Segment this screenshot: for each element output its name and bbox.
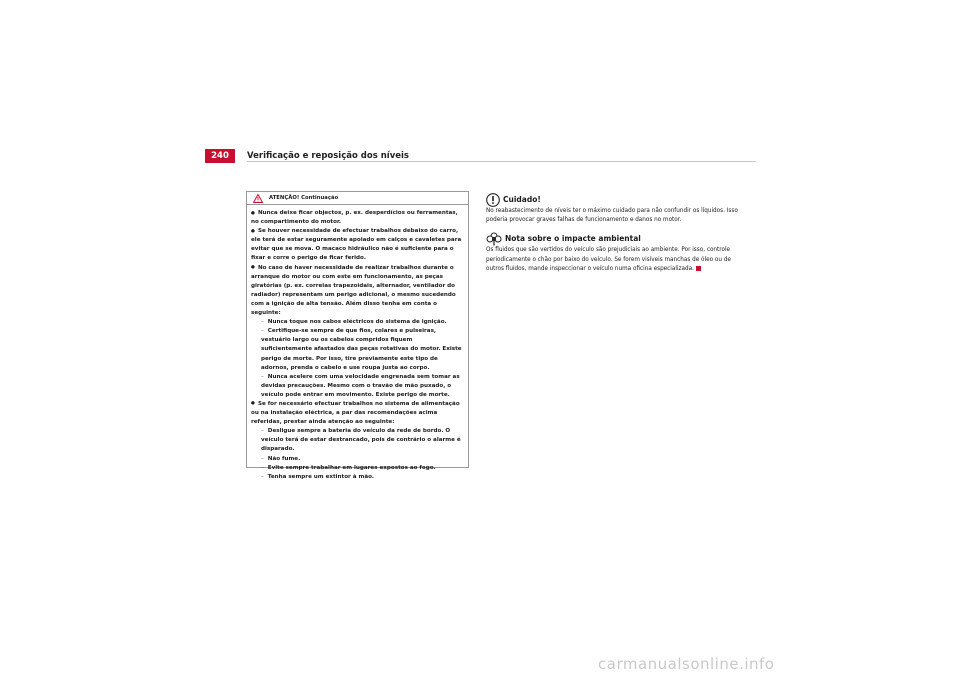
environment-text: [486, 246, 741, 274]
warning-subitem: – Certifique-se sempre de que fios, colares e pulseiras, vestuário largo ou os cabelos compridos fiquem suficientemente afastados das peças rotativas do motor. Existe perigo de morte. Por isso, tire previamente este tipo de adornos, prenda o cabelo e use roupa justa ao corpo.: [251, 327, 464, 372]
warning-subitem: – Tenha sempre um extintor à mão.: [251, 473, 464, 482]
caution-exclamation-icon: [486, 193, 500, 207]
warning-box: [246, 191, 469, 480]
page-number: 240: [205, 149, 235, 163]
environment-section: [486, 231, 741, 274]
caution-heading: Cuidado!: [503, 195, 541, 204]
warning-item: ● Nunca deixe ficar objectos, p. ex. desperdícios ou ferramentas, no compartimento do motor.: [251, 209, 464, 227]
caution-text: No reabastecimento de níveis ter o máximo cuidado para não confundir os líquidos. Isso poderia provocar graves falhas de funcionamento e danos no motor.: [486, 208, 738, 224]
caution-section: [486, 192, 741, 225]
warning-body: [251, 209, 464, 482]
warning-subitem: – Desligue sempre a bateria do veículo da rede de bordo. O veículo terá de estar destrancado, pois de contrário o alarme é disparado.: [251, 427, 464, 454]
warning-heading: ATENÇÃO! Continuação: [269, 195, 339, 201]
watermark: carmanualsonline.info: [598, 655, 775, 673]
environment-heading: Nota sobre o impacte ambiental: [505, 234, 641, 244]
section-end-marker: [696, 266, 701, 271]
warning-subitem: – Nunca toque nos cabos eléctricos do sistema de ignição.: [251, 318, 464, 327]
warning-heading-bar: [247, 192, 468, 205]
warning-subitem: – Nunca acelere com uma velocidade engrenada sem tomar as devidas precauções. Mesmo com o travão de mão puxado, o veículo pode entrar em movimento. Existe perigo de morte.: [251, 373, 464, 400]
warning-subitem: – Não fume.: [251, 455, 464, 464]
warning-item: ● Se for necessário efectuar trabalhos no sistema de alimentação ou na instalação eléctrica, a par das recomendações acima referidas, prestar ainda atenção ao seguinte:: [251, 400, 464, 427]
warning-triangle-icon: [253, 194, 263, 203]
header-divider: [247, 161, 756, 162]
environment-flower-icon: [486, 232, 502, 246]
right-column: [486, 192, 741, 274]
warning-item: ● No caso de haver necessidade de realizar trabalhos durante o arranque do motor ou com este em funcionamento, as peças giratórias (p. ex. correias trapezoidais, alternador, ventilador do radiador) representam um perigo adicional, o mesmo sucedendo com a ignição de alta tensão. Além disso tenha em conta o seguinte:: [251, 264, 464, 319]
warning-subitem: – Evite sempre trabalhar em lugares expostos ao fogo.: [251, 464, 464, 473]
warning-item: ● Se houver necessidade de efectuar trabalhos debaixo do carro, ele terá de estar seguramente apoiado em calços e cavaletes para evitar que se mova. O macaco hidráulico não é suficiente para o fixar e corre o perigo de ficar ferido.: [251, 227, 464, 263]
environment-text-content: Os fluidos que são vertidos do veículo são prejudiciais ao ambiente. Por isso, controle periodicamente o chão por baixo do veículo. Se forem visíveis manchas de óleo ou de outros fluidos, mande inspeccionar o veículo numa oficina especializada.: [486, 247, 731, 272]
chapter-title: Verificação e reposição dos níveis: [247, 151, 409, 161]
